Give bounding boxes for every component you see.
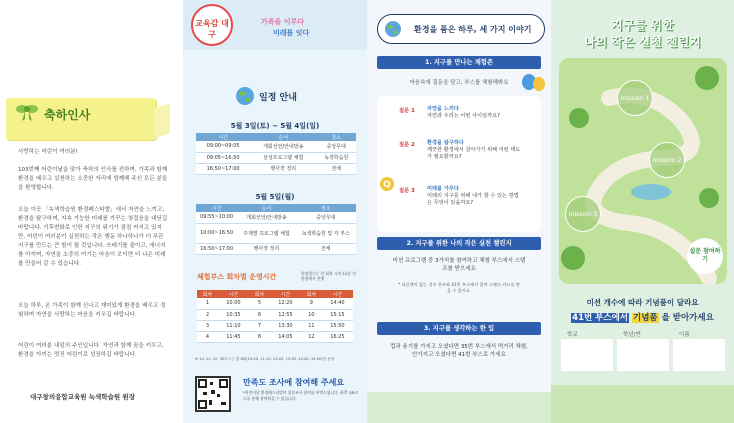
table-cell: 1 [197,298,218,309]
section-3-text: 컵과 용기를 가지고 오셨다면 35번 부스에서 먹거리 체험, 안가지고 오셨다면 41번 부스로 가세요 [390,344,528,358]
table-cell: 10:35 [218,309,249,320]
table-header: 회차 [249,290,270,298]
table-header: 시간 [270,290,301,298]
table-cell: 12:55 [270,309,301,320]
table-cell: 11 [301,320,322,331]
ribbon-bow-icon [16,100,38,122]
table-cell: 4 [197,331,218,342]
table-cell: 전체 [296,243,356,254]
qr-pattern-icon [197,378,229,410]
schedule-panel [183,0,367,423]
challenge-title-line-2: 나의 작은 실천 챌린지 [584,35,701,49]
section-2-text: 미션 프로그램 중 3가지를 참여하고 체험 부스에서 스탬프를 받으세요 [392,258,526,272]
table-cell: 개회선언/안내방송 [250,141,316,152]
greeting-title: 축하인사 [44,108,91,122]
school-field[interactable] [561,339,613,371]
table-cell: 중앙무대 [296,212,356,223]
table-row [196,223,356,243]
grass-decoration [551,385,734,423]
table-cell: 13:30 [270,320,301,331]
table-row [196,163,356,174]
name-field[interactable] [673,339,725,371]
survey-text: *어린이날 환경페스티벌이 설문조사 참여를 부탁드립니다. 하측 QR코드를 통해 참여하실 수 있습니다. [243,390,359,401]
table-cell: 12 [301,331,322,342]
greeting-panel [0,0,183,423]
booth-note: 현장접수는 각 회차 시작 10분 전 현장에서 진행 [301,271,356,281]
greeting-salutation: 사랑하는 어린이 여러분! [18,149,78,155]
challenge-title-line-1: 지구를 위한 [611,18,674,32]
question-item [427,140,522,161]
table-cell: 주제별 프로그램 체험 [237,223,295,243]
question-label: 질문 3 [399,188,415,194]
stories-panel [367,0,551,423]
section-bar-1: 1. 지구를 만나는 체험존 [377,56,541,69]
booth-title: 체험부스 회차별 운영시간 [197,273,277,281]
greeting-paragraph: 오늘 하루, 온 가족이 함께 신나고 재미있게 환경을 배우고 경험하며 자연을 사랑하는 마음을 키우길 바랍니다. [18,303,166,318]
booth-footnote: ※ 14, 21, 22, 30부스는 총 6회(10:00, 11:10, 12:20, 13:30, 14:40, 15:50)만 운영 [195,357,335,361]
table-cell: 전체 [316,163,356,174]
day1-title: 5월 3일(토) ~ 5월 4일(일) [230,122,320,130]
table-header: 장소 [296,204,356,212]
grass-decoration [367,392,551,423]
table-cell: 09:00~09:05 [196,141,250,152]
slogan-line-1: 가족을 이루다 [261,18,305,26]
table-header: 시간 [218,290,249,298]
day1-table [196,133,356,175]
table-row [196,212,356,223]
svg-text:Q: Q [383,180,391,190]
gift-highlight: 기념품 [632,313,658,323]
stories-header [377,14,545,44]
table-row [196,152,356,163]
table-cell: 14:40 [322,298,353,309]
table-cell: 16:50~17:00 [196,243,237,254]
question-subtitle: 미래를 가꾸다 [427,186,459,192]
greeting-paragraph: 103번째 어린이날을 맞아 축하의 인사를 전하며, 가족과 함께 환경을 배우고 실천하는 소중한 자리에 함께해 주신 모든 분들을 환영합니다. [18,167,168,191]
question-text: 자연과 우리는 어떤 사이일까요? [427,113,500,119]
table-cell: 14:05 [270,331,301,342]
table-cell: 7 [249,320,270,331]
table-row [196,243,356,254]
table-cell: 10 [301,309,322,320]
table-cell: 11:45 [218,331,249,342]
question-text: 미래의 지구를 위해 내가 할 수 있는 방법은 무엇이 있을까요? [427,193,519,206]
table-cell: 15:15 [322,309,353,320]
question-badge-icon [379,176,395,192]
logo-text: 교육감 대구 [195,19,229,39]
table-header: 시간 [196,133,250,141]
table-row [197,298,353,309]
question-label: 질문 1 [399,108,415,114]
question-label: 질문 2 [399,142,415,148]
slogan-line-2: 미래를 잇다 [273,29,310,37]
section-2-note: * 리플렛이 없는 경우 본부와 41번 부스에서 참여 스탬프 카드를 받을 수 있어요. [398,282,520,293]
section-bar-3: 3. 지구를 생각하는 한 입 [377,322,541,335]
question-item [427,186,522,207]
table-cell: 6 [249,309,270,320]
reward-line-2 [551,311,734,323]
table-header: 순서 [250,133,316,141]
greeting-paragraph: 오늘 이곳 「녹색학습원 환경페스티벌」에서 자연을 느끼고, 환경을 탐구하며, 지속 가능한 미래를 가꾸는 첫걸음을 내딛길 바랍니다. 기후변화로 인한 지구의 위기가 점점 커지고 있지만, 어린이 여러분이 실천하는 작은 행동 하나하나가 더 푸른 지구를 만드는 큰 힘이 될 것입니다. 쓰레기를 줄이고, 에너지를 아끼며, 자연을 소중히 여기는 마음이 모이면 더 나은 미래를 만들어 갈 수 있습니다. [18,207,168,267]
question-item [427,106,522,120]
table-header: 장소 [316,133,356,141]
table-cell: 3 [197,320,218,331]
globe-icon [235,86,255,106]
table-row [197,320,353,331]
table-cell: 16:50~17:00 [196,163,250,174]
day2-table [196,204,356,255]
table-header: 순서 [237,204,295,212]
question-text: 깨끗한 환경에서 살아가기 위해 어떤 태도가 필요할까요? [427,147,521,160]
table-cell: 녹색학습원 및 각 부스 [296,223,356,243]
table-header: 시간 [322,290,353,298]
table-cell: 10:00~16:50 [196,223,237,243]
table-cell: 9 [301,298,322,309]
table-cell: 5 [249,298,270,309]
earth-icon [384,20,402,38]
reward-suffix: 을 받아가세요 [661,313,714,323]
table-cell: 8 [249,331,270,342]
greeting-signature: 대구창의융합교육원 녹색학습원 원장 [30,393,135,401]
survey-qr-code[interactable] [195,376,231,412]
class-label: 학년/반 [623,332,641,338]
schedule-title: 일정 안내 [259,93,297,103]
table-cell: 09:05~16:50 [196,152,250,163]
table-cell: 16:25 [322,331,353,342]
reward-line-1: 미션 개수에 따라 기념품이 달라요 [586,298,699,307]
table-cell: 개회선언/안내방송 [237,212,295,223]
name-label: 이름 [679,332,690,338]
table-cell: 12:20 [270,298,301,309]
table-row [197,309,353,320]
table-cell: 녹색학습원 [316,152,356,163]
mission-1-badge: mission 1 [617,80,653,116]
table-row [196,141,356,152]
day2-title: 5월 5일(월) [255,193,295,201]
class-field[interactable] [617,339,669,371]
section-1-text: 마음속에 질문을 담고, 부스를 체험해봐요 [409,80,509,86]
table-cell: 삼섬프로그램 체험 [250,152,316,163]
table-cell: 15:50 [322,320,353,331]
table-header: 회차 [197,290,218,298]
table-cell: 행사장 정리 [237,243,295,254]
section-bar-2: 2. 지구를 위한 나의 작은 실천 챌린지 [377,237,541,250]
challenge-panel [551,0,734,423]
table-cell: 11:10 [218,320,249,331]
stories-title: 환경을 품은 하루, 세 가지 이야기 [414,25,532,34]
table-row [197,331,353,342]
booth-highlight: 41번 부스에서 [572,313,629,323]
join-survey-button[interactable]: 설문 참여하기 [687,238,723,274]
question-subtitle: 자연을 느끼다 [427,106,459,112]
school-label: 학교 [567,332,578,338]
table-header: 시간 [196,204,237,212]
table-cell: 중앙무대 [316,141,356,152]
mission-3-badge: mission 3 [565,196,601,232]
question-subtitle: 환경을 탐구하다 [427,140,464,146]
greeting-paragraph: 어린이 여러분 내일의 주인입니다. 자연과 함께 꿈을 키우고, 환경을 아끼는 멋진 어린이로 성장하길 바랍니다. [18,343,164,358]
survey-title: 만족도 조사에 참여해 주세요 [243,378,345,387]
table-header: 회차 [301,290,322,298]
table-cell: 09:55~10:00 [196,212,237,223]
table-cell: 2 [197,309,218,320]
booth-table [197,290,353,343]
table-cell: 행사장 정리 [250,163,316,174]
table-cell: 10:00 [218,298,249,309]
education-logo [191,4,233,46]
mission-2-badge: mission 2 [649,142,685,178]
